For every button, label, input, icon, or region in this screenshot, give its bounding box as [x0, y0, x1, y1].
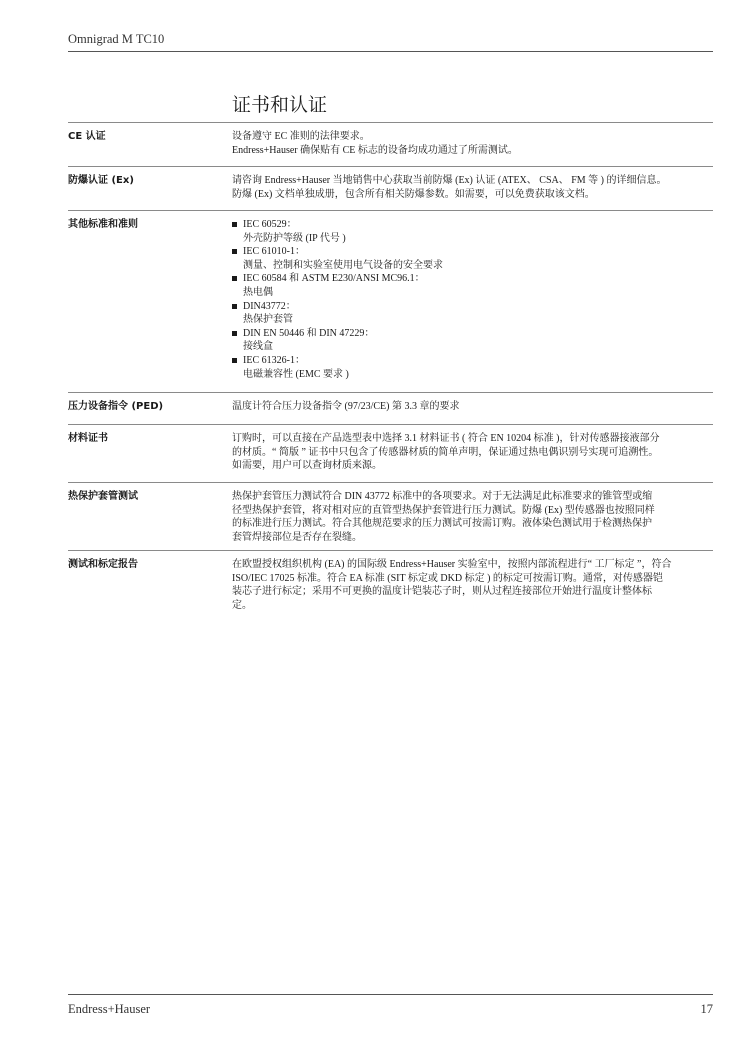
body-line: 的材质。“ 简版 ” 证书中只包含了传感器材质的简单声明，保证通过热电偶识别号实现可追溯性。	[232, 446, 659, 458]
section-thermowell-test	[68, 482, 713, 551]
bullet-square-icon	[232, 222, 237, 227]
bullet-square-icon	[232, 276, 237, 281]
body-line: 设备遵守 EC 准则的法律要求。	[232, 131, 370, 142]
standard-code: IEC 60529：	[243, 219, 297, 230]
standard-description: 电磁兼容性 (EMC 要求 )	[243, 368, 349, 380]
bullet-square-icon	[232, 249, 237, 254]
body-line: 定。	[232, 599, 252, 611]
page-header	[68, 32, 713, 52]
list-item	[232, 327, 714, 354]
body-line: 的标准进行压力测试。符合其他规范要求的压力测试可按需订购。液体染色测试用于检测热保护	[232, 518, 652, 530]
section-label: 测试和标定报告	[68, 559, 138, 570]
page-footer	[68, 994, 713, 1017]
body-line: 热保护套管压力测试符合 DIN 43772 标准中的各项要求。对于无法满足此标准要求的锥管型或缩	[232, 491, 653, 502]
section-body	[232, 432, 714, 473]
standard-code: IEC 61326-1：	[243, 354, 305, 366]
body-line: 如需要，用户可以查询材质来源。	[232, 460, 382, 472]
body-line: 在欧盟授权组织机构 (EA) 的国际级 Endress+Hauser 实验室中，按照内部流程进行“ 工厂标定 ”，符合	[232, 559, 672, 570]
body-line: 套管焊接部位是否存在裂缝。	[232, 531, 362, 543]
list-item	[232, 272, 714, 299]
section-body	[232, 218, 714, 381]
standard-description: 接线盒	[243, 341, 273, 353]
body-line: 订购时，可以直接在产品选型表中选择 3.1 材料证书 ( 符合 EN 10204 标准 )，针对传感器接液部分	[232, 433, 660, 444]
standard-code: DIN43772：	[243, 300, 296, 312]
section-body	[232, 400, 714, 414]
list-item	[232, 218, 714, 245]
section-body	[232, 490, 714, 544]
section-body	[232, 558, 714, 612]
brand-name: Endress+Hauser	[68, 1002, 151, 1016]
standard-code: IEC 61010-1：	[243, 246, 305, 258]
page-number: 17	[700, 1002, 713, 1016]
bullet-square-icon	[232, 304, 237, 309]
bullet-square-icon	[232, 331, 237, 336]
section-label: CE 认证	[68, 131, 106, 142]
list-item	[232, 354, 714, 381]
standard-description: 测量、控制和实验室使用电气设备的安全要求	[243, 259, 443, 271]
section-ce-certification	[68, 122, 713, 167]
section-label: 防爆认证 (Ex)	[68, 175, 134, 186]
standard-code: DIN EN 50446 和 DIN 47229：	[243, 327, 375, 339]
section-material-certificate	[68, 424, 713, 483]
body-line: 径型热保护套管，将对相对应的直管型热保护套管进行压力测试。防爆 (Ex) 型传感器也按照同样	[232, 504, 655, 516]
standard-description: 外壳防护等级 (IP 代号 )	[243, 232, 346, 244]
product-name: Omnigrad M TC10	[68, 32, 165, 46]
section-body	[232, 130, 714, 157]
body-line: 装芯子进行标定；采用不可更换的温度计铠装芯子时，则从过程连接部位开始进行温度计整体标	[232, 586, 652, 598]
section-label: 热保护套管测试	[68, 491, 138, 502]
section-body	[232, 174, 714, 201]
standard-code: IEC 60584 和 ASTM E230/ANSI MC96.1：	[243, 273, 425, 285]
body-line: 防爆 (Ex) 文档单独成册，包含所有相关防爆参数。如需要，可以免费获取该文档。	[232, 188, 595, 200]
section-label: 其他标准和准则	[68, 219, 138, 230]
standard-description: 热电偶	[243, 286, 273, 298]
body-line: Endress+Hauser 确保贴有 CE 标志的设备均成功通过了所需测试。	[232, 144, 518, 156]
list-item	[232, 245, 714, 272]
section-ex-approval	[68, 166, 713, 211]
page-title: 证书和认证	[232, 94, 328, 116]
section-test-calibration-report	[68, 550, 713, 621]
standard-description: 热保护套管	[243, 314, 293, 326]
section-other-standards	[68, 210, 713, 393]
body-line: 温度计符合压力设备指令 (97/23/CE) 第 3.3 章的要求	[232, 401, 460, 412]
standards-list	[232, 218, 714, 381]
section-pressure-equipment-directive	[68, 392, 713, 425]
section-label: 压力设备指令 (PED)	[68, 401, 164, 412]
bullet-square-icon	[232, 358, 237, 363]
section-label: 材料证书	[68, 433, 108, 444]
body-line: 请咨询 Endress+Hauser 当地销售中心获取当前防爆 (Ex) 认证 (ATEX、 CSA、 FM 等 ) 的详细信息。	[232, 175, 667, 186]
list-item	[232, 300, 714, 327]
body-line: ISO/IEC 17025 标准。符合 EA 标准 (SIT 标定或 DKD 标定 ) 的标定可按需订购。通常，对传感器铠	[232, 572, 663, 584]
